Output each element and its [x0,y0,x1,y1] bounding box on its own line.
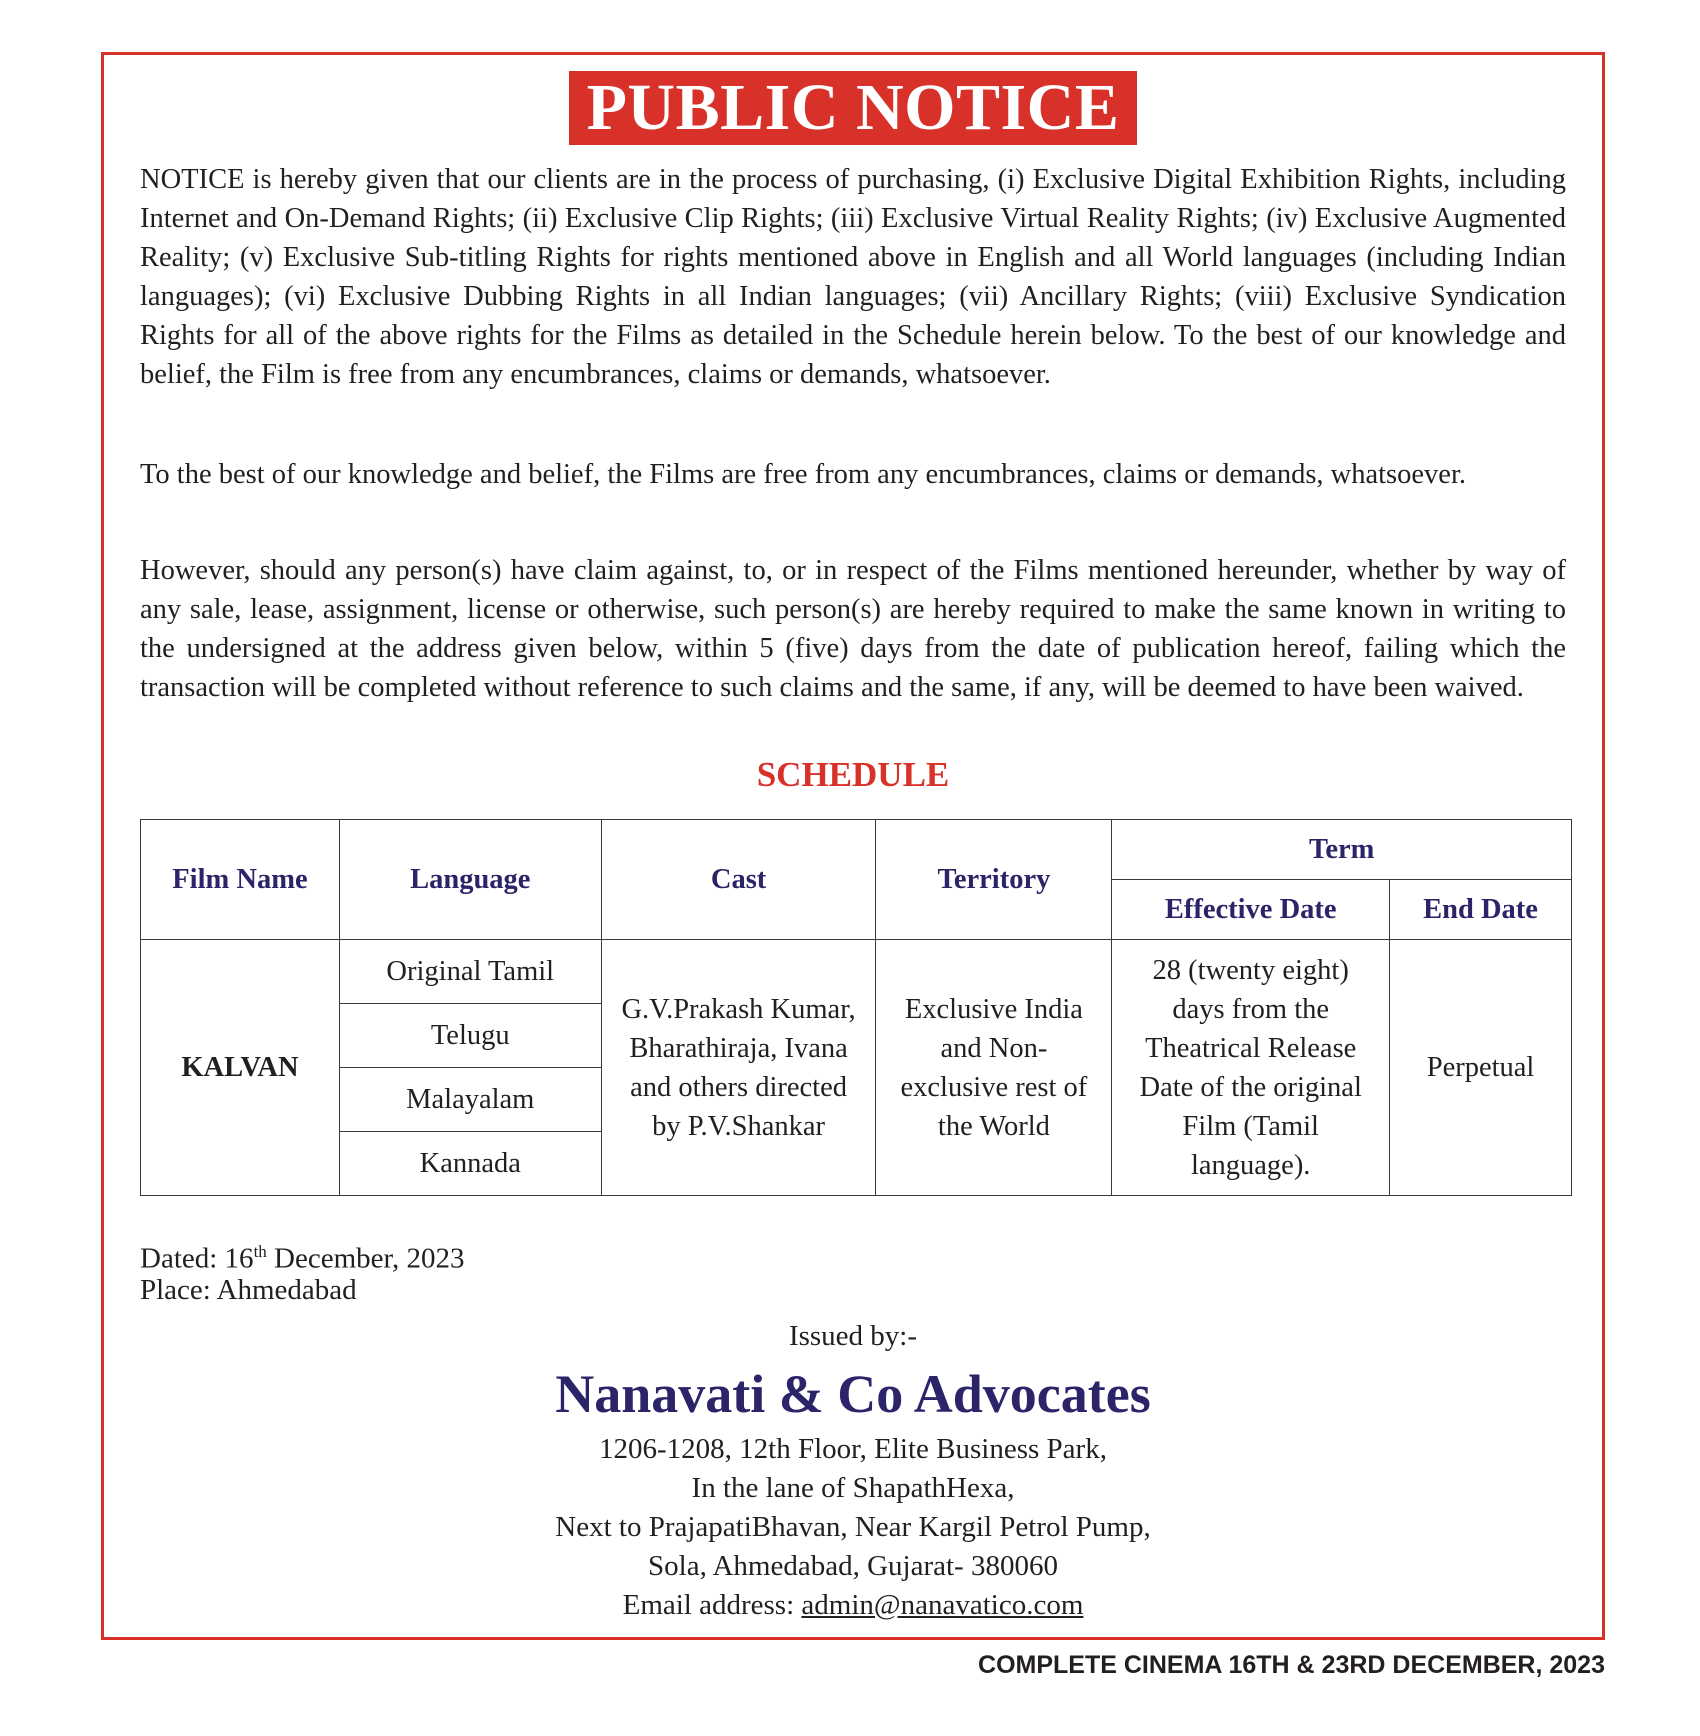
address-line-2: In the lane of ShapathHexa, [691,1472,1015,1504]
notice-title: PUBLIC NOTICE [569,71,1138,145]
header-cast: Cast [601,820,876,940]
header-effective-date: Effective Date [1112,880,1390,940]
address-line-1: 1206-1208, 12th Floor, Elite Business Park, [599,1433,1107,1465]
issued-by: Issued by:- [788,1320,918,1352]
notice-frame [101,52,1605,1640]
cell-end-date: Perpetual [1390,940,1572,1196]
schedule-table [140,819,1572,1196]
cell-language: Malayalam [339,1068,601,1132]
header-film-name: Film Name [141,820,340,940]
table-row [141,940,1572,1004]
address-line-3: Next to PrajapatiBhavan, Near Kargil Petrol Pump, [555,1511,1151,1543]
publication-footer: COMPLETE CINEMA 16TH & 23RD DECEMBER, 2023 [978,1651,1605,1679]
notice-paragraph-2: To the best of our knowledge and belief, the Films are free from any encumbrances, claims or demands, whatsoever. [140,459,1466,490]
schedule-title: SCHEDULE [756,755,950,794]
notice-paragraph-1: NOTICE is hereby given that our clients are in the process of purchasing, (i) Exclusive Digital Exhibition Rights, including Internet and On-Demand Rights; (ii) Exclusive Clip Rights; (iii) Exclusive Virtual Reality Rights; (iv) Exclusive Augmented Reality; (v) Exclusive Sub-titling Rights for rights mentioned above in English and all World languages (including Indian languages); (vi) Exclusive Dubbing Rights in all Indian languages; (vii) Ancillary Rights; (viii) Exclusive Syndication Rights for all of the above rights for the Films as detailed in the Schedule herein below. To the best of our knowledge and belief, the Film is free from any encumbrances, claims or demands, whatsoever. [140,164,1566,390]
title-wrap [104,71,1602,145]
cell-territory: Exclusive India and Non-exclusive rest of the World [876,940,1112,1196]
dated-sup: th [253,1242,267,1261]
cell-film-name: KALVAN [141,940,340,1196]
cell-language: Original Tamil [339,940,601,1004]
header-end-date: End Date [1390,880,1572,940]
firm-name: Nanavati & Co Advocates [555,1364,1151,1424]
email-link[interactable]: admin@nanavatico.com [801,1589,1084,1621]
header-territory: Territory [876,820,1112,940]
dated-rest: December, 2023 [266,1242,465,1275]
address-line-4: Sola, Ahmedabad, Gujarat- 380060 [648,1550,1058,1582]
dated-label: Dated: 16 [140,1242,254,1275]
email-label: Email address: [622,1589,802,1621]
email-line [104,1586,1602,1625]
cell-language: Kannada [339,1132,601,1196]
place-line: Place: Ahmedabad [140,1274,357,1306]
cell-effective-date: 28 (twenty eight) days from the Theatrical Release Date of the original Film (Tamil language). [1112,940,1390,1196]
notice-paragraph-3: However, should any person(s) have claim against, to, or in respect of the Films mentioned hereunder, whether by way of any sale, lease, assignment, license or otherwise, such person(s) are hereby required to make the same known in writing to the undersigned at the address given below, within 5 (five) days from the date of publication hereof, failing which the transaction will be completed without reference to such claims and the same, if any, will be deemed to have been waived. [140,555,1566,703]
header-language: Language [339,820,601,940]
header-term: Term [1112,820,1572,880]
cell-language: Telugu [339,1004,601,1068]
address-block [104,1430,1602,1625]
cell-cast: G.V.Prakash Kumar, Bharathiraja, Ivana and others directed by P.V.Shankar [601,940,876,1196]
